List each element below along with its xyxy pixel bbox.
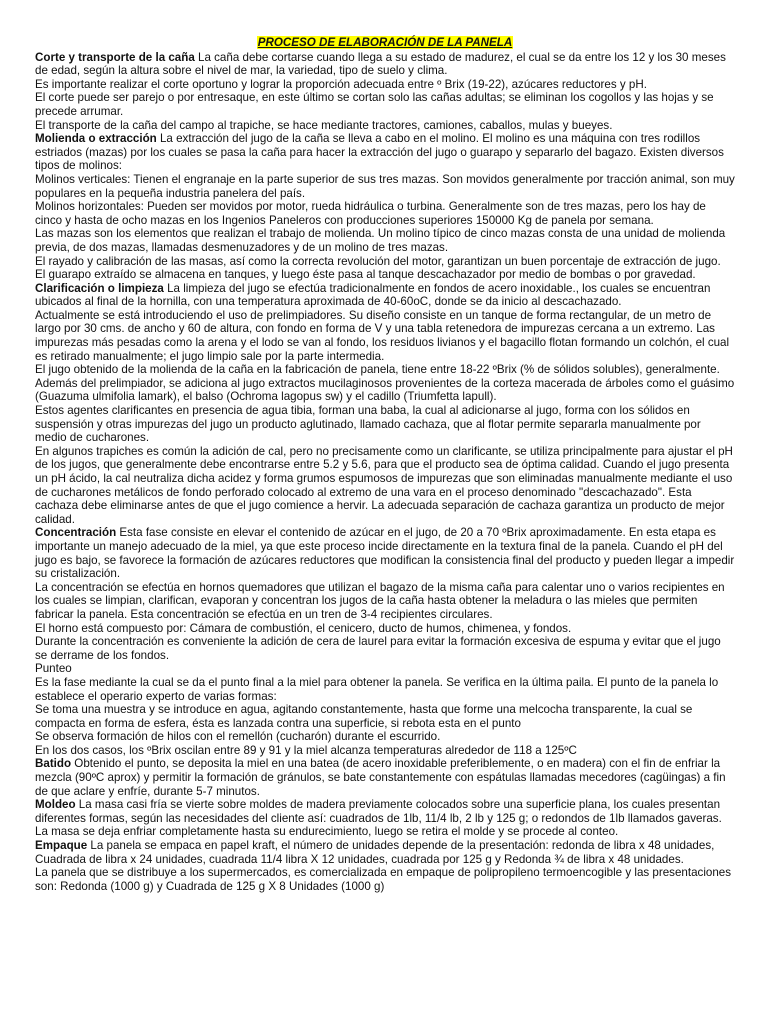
paragraph-text: Estos agentes clarificantes en presencia de agua tibia, forman una baba, la cual al adicionarse al jugo, forma con los sólidos en suspensión y otras impurezas del jugo un producto aglutinado, llamado cachaza, que al flotar permite separarla manualmente por medio de cucharones.	[35, 404, 701, 445]
paragraph-text: El guarapo extraído se almacena en tanques, y luego éste pasa al tanque descachazador por medio de bombas o por gravedad.	[35, 268, 696, 282]
paragraph-text: En los dos casos, los ºBrix oscilan entre 89 y 91 y la miel alcanza temperaturas alrededor de 118 a 125ºC	[35, 743, 577, 757]
paragraph	[35, 227, 735, 254]
paragraph-text: La caña debe cortarse cuando llega a su estado de madurez, el cual se da entre los 12 y los 30 meses de edad, según la altura sobre el nivel de mar, la variedad, tipo de suelo y clima.	[35, 50, 726, 78]
paragraph-text: Es importante realizar el corte oportuno y lograr la proporción adecuada entre º Brix (19-22), azúcares reductores y pH.	[35, 77, 647, 91]
paragraph	[35, 173, 735, 200]
paragraph-text: Molinos verticales: Tienen el engranaje en la parte superior de sus tres mazas. Son movidos generalmente por tracción animal, son muy populares en la pequeña industria panelera del país.	[35, 172, 735, 200]
section-heading: Concentración	[35, 526, 117, 540]
paragraph	[35, 268, 735, 282]
paragraph-text: Punteo	[35, 662, 72, 676]
paragraph	[35, 445, 735, 527]
paragraph-text: El rayado y calibración de las masas, así como la correcta revolución del motor, garantizan un buen porcentaje de extracción de jugo.	[35, 254, 721, 268]
paragraph	[35, 622, 735, 636]
paragraph	[35, 730, 735, 744]
document-page	[35, 36, 735, 893]
paragraph	[35, 635, 735, 662]
paragraph-text: El transporte de la caña del campo al trapiche, se hace mediante tractores, camiones, caballos, mulas y bueyes.	[35, 118, 613, 132]
paragraph	[35, 757, 735, 798]
paragraph-text: La panela se empaca en papel kraft, el número de unidades depende de la presentación: redonda de libra x 48 unidades, Cuadrada de libra x 24 unidades, cuadrada 11/4 libra X 12 unidades, cuadrada por 125 g y Redonda ¾ de libra x 48 unidades.	[35, 839, 715, 866]
paragraph-text: Esta fase consiste en elevar el contenido de azúcar en el jugo, de 20 a 70 ºBrix aproximadamente. En esta etapa es importante un manejo adecuado de la miel, ya que este proceso incide directamente en la textura final de la panela. Cuando el pH del jugo es bajo, se favorece la formación de azúcares reductores que modifican la consistencia final del producto y pueden llegar a impedir su cristalización.	[35, 526, 735, 581]
paragraph	[35, 78, 735, 92]
section-heading: Moldeo	[35, 798, 76, 812]
section-heading: Molienda o extracción	[35, 132, 157, 146]
paragraph-text: La concentración se efectúa en hornos quemadores que utilizan el bagazo de la misma caña para calentar uno o varios recipientes en los cuales se limpian, clarifican, evaporan y concentran los jugos de la caña hasta obtener la meladura o las mieles que permiten fabricar la panela. Esta concentración se efectúa en un tren de 3-4 recipientes circulares.	[35, 580, 725, 621]
paragraph	[35, 255, 735, 269]
paragraph	[35, 282, 735, 309]
paragraph	[35, 676, 735, 703]
paragraph	[35, 839, 735, 866]
paragraph-text: La limpieza del jugo se efectúa tradicionalmente en fondos de acero inoxidable., los cuales se encuentran ubicados al final de la hornilla, con una temperatura aproximada de 40-60oC, donde se da inicio al descachazado.	[35, 281, 711, 309]
title-line	[35, 36, 735, 50]
paragraph-text: Las mazas son los elementos que realizan el trabajo de molienda. Un molino típico de cinco mazas consta de una unidad de molienda previa, de dos mazas, llamadas desmenuzadores y de un molino de tres mazas.	[35, 227, 726, 254]
paragraph-text: El horno está compuesto por: Cámara de combustión, el cenicero, ducto de humos, chimenea, y fondos.	[35, 621, 572, 635]
paragraph-text: El jugo obtenido de la molienda de la caña en la fabricación de panela, tiene entre 18-22 ºBrix (% de sólidos solubles), generalmente.	[35, 363, 720, 377]
paragraph	[35, 744, 735, 758]
paragraph-text: Se toma una muestra y se introduce en agua, agitando constantemente, hasta que forme una melcocha transparente, la cual se compacta en forma de esfera, ésta es lanzada contra una superficie, si rebota esta en el punto	[35, 703, 693, 730]
paragraph-text: La panela que se distribuye a los supermercados, es comercializada en empaque de polipropileno termoencogible y las presentaciones son: Redonda (1000 g) y Cuadrada de 125 g X 8 Unidades (1000 g)	[35, 866, 732, 893]
paragraph	[35, 51, 735, 78]
paragraph-text: Actualmente se está introduciendo el uso de prelimpiadores. Su diseño consiste en un tanque de forma rectangular, de un metro de largo por 30 cms. de ancho y 60 de altura, con fondo en forma de V y una tabla retenedora de impurezas cercana a un extremo. Las impurezas más pesadas como la arena y el lodo se van al fondo, los residuos livianos y el bagacillo flotan formando un colchón, el cual es retirado manualmente; el jugo limpio sale por la parte intermedia.	[35, 308, 730, 363]
document-body	[35, 51, 735, 894]
paragraph-text: Molinos horizontales: Pueden ser movidos por motor, rueda hidráulica o turbina. Generalmente son de tres mazas, pero los hay de cinco y hasta de ocho mazas en los Ingenios Paneleros con producciones superiores 150000 Kg de panela por semana.	[35, 200, 706, 227]
paragraph-text: Es la fase mediante la cual se da el punto final a la miel para obtener la panela. Se verifica en la última paila. El punto de la panela lo establece el operario experto de varias formas:	[35, 675, 719, 703]
section-heading: Clarificación o limpieza	[35, 281, 164, 295]
section-heading: Corte y transporte de la caña	[35, 50, 195, 64]
paragraph	[35, 662, 735, 676]
paragraph-text: El corte puede ser parejo o por entresaque, en este último se cortan solo las cañas adultas; se eliminan los cogollos y las hojas y se precede arrumar.	[35, 91, 714, 118]
paragraph-text: Obtenido el punto, se deposita la miel en una batea (de acero inoxidable preferiblemente, o en madera) con el fin de enfriar la mezcla (90ºC aprox) y permitir la formación de gránulos, se bate constantemente con espátulas llamadas mecedores (cagüingas) a fin de que aclare y enfríe, durante 5-7 minutos.	[35, 757, 726, 798]
paragraph-text: Se observa formación de hilos con el remellón (cucharón) durante el escurrido.	[35, 730, 441, 744]
paragraph	[35, 309, 735, 363]
paragraph	[35, 91, 735, 118]
paragraph	[35, 377, 735, 404]
paragraph	[35, 404, 735, 445]
paragraph	[35, 200, 735, 227]
paragraph-text: Además del prelimpiador, se adiciona al jugo extractos mucilaginosos provenientes de la corteza macerada de árboles como el guásimo (Guazuma ulmifolia lamark), el balso (Ochroma lagopus sw) y el cadillo (Triumfetta lapull).	[35, 376, 735, 404]
paragraph-text: La masa casi fría se vierte sobre moldes de madera previamente colocados sobre una superficie plana, los cuales presentan diferentes formas, según las necesidades del cliente así: cuadrados de 1lb, 11/4 lb, 2 lb y 125 g; o redondos de 1lb llamados gaveras. La masa se deja enfriar completamente hasta su endurecimiento, luego se retira el molde y se procede al conteo.	[35, 798, 722, 839]
paragraph	[35, 703, 735, 730]
paragraph-text: La extracción del jugo de la caña se lleva a cabo en el molino. El molino es una máquina con tres rodillos estriados (mazas) por los cuales se pasa la caña para hacer la extracción del jugo o guarapo y separarlo del bagazo. Existen diversos tipos de molinos:	[35, 132, 724, 173]
paragraph-text: En algunos trapiches es común la adición de cal, pero no precisamente como un clarificante, se utiliza principalmente para ajustar el pH de los jugos, que generalmente debe encontrarse entre 5.2 y 5.6, para que el producto sea de óptima calidad. Cuando el jugo presenta un pH ácido, la cal neutraliza dicha acidez y forma grumos espumosos de impurezas que son eliminadas manualmente mediante el uso de cucharones metálicos de fondo perforado colocado al extremo de una vara en el proceso denominado "descachazado". Esta cachaza debe eliminarse antes de que el jugo comience a hervir. La adecuada separación de cachaza garantiza un producto de mejor calidad.	[35, 444, 733, 526]
section-heading: Empaque	[35, 839, 88, 853]
paragraph	[35, 581, 735, 622]
section-heading: Batido	[35, 757, 72, 771]
paragraph	[35, 119, 735, 133]
paragraph	[35, 363, 735, 377]
paragraph	[35, 866, 735, 893]
document-title: PROCESO DE ELABORACIÓN DE LA PANELA	[257, 36, 513, 49]
paragraph-text: Durante la concentración es conveniente la adición de cera de laurel para evitar la formación excesiva de espuma y evitar que el jugo se derrame de los fondos.	[35, 635, 721, 662]
paragraph	[35, 132, 735, 173]
paragraph	[35, 798, 735, 839]
paragraph	[35, 526, 735, 580]
